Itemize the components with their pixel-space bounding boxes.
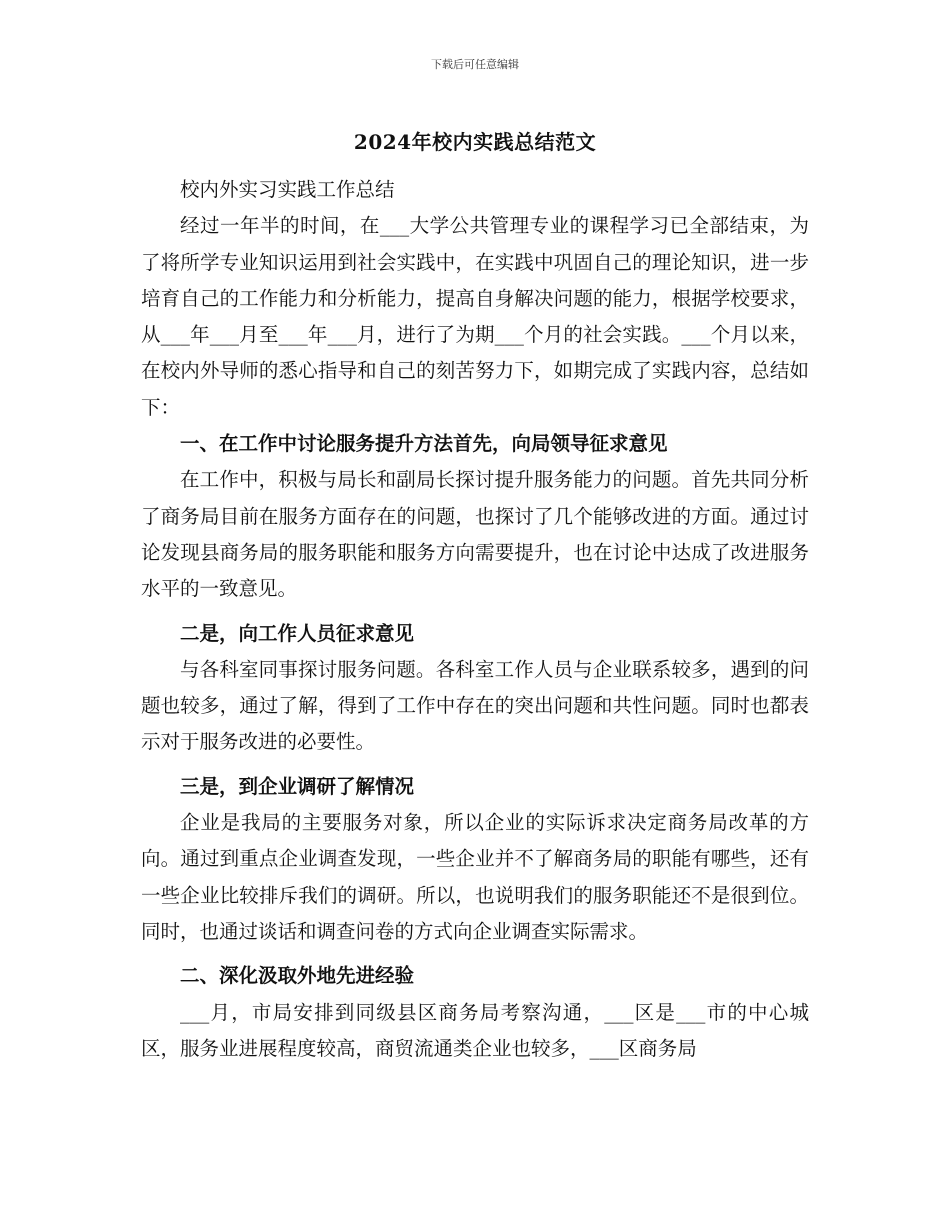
document-title: 2024年校内实践总结范文 xyxy=(353,130,597,154)
section-heading-staff: 二是，向工作人员征求意见 xyxy=(180,621,415,645)
paragraph-experience: ___月，市局安排到同级县区商务局考察沟通，___区是___市的中心城区，服务业进展程度较高，商贸流通类企业也较多，___区商务局 xyxy=(141,1000,809,1060)
paragraph-enterprise: 企业是我局的主要服务对象，所以企业的实际诉求决定商务局改革的方向。通过到重点企业调查发现，一些企业并不了解商务局的职能有哪些，还有一些企业比较排斥我们的调研。所以，也说明我们的服务职能还不是很到位。同时，也通过谈话和调查问卷的方式向企业调查实际需求。 xyxy=(141,811,809,943)
document-body xyxy=(141,172,809,1067)
section-heading-1: 一、在工作中讨论服务提升方法首先，向局领导征求意见 xyxy=(180,432,668,456)
paragraph-intro: 经过一年半的时间，在___大学公共管理专业的课程学习已全部结束，为了将所学专业知识运用到社会实践中，在实践中巩固自己的理论知识，进一步培育自己的工作能力和分析能力，提高自身解决问题的能力，根据学校要求，从___年___月至___年___月，进行了为期___个月的社会实践。___个月以来，在校内外导师的悉心指导和自己的刻苦努力下，如期完成了实践内容，总结如下： xyxy=(141,214,809,419)
page-header: 下载后可任意编辑 xyxy=(431,58,519,71)
paragraph-discussion: 在工作中，积极与局长和副局长探讨提升服务能力的问题。首先共同分析了商务局目前在服务方面存在的问题，也探讨了几个能够改进的方面。通过讨论发现县商务局的服务职能和服务方向需要提升，也在讨论中达成了改进服务水平的一致意见。 xyxy=(141,468,809,601)
section-heading-enterprise: 三是，到企业调研了解情况 xyxy=(180,774,415,798)
paragraph-staff: 与各科室同事探讨服务问题。各科室工作人员与企业联系较多，遇到的问题也较多，通过了解，得到了工作中存在的突出问题和共性问题。同时也都表示对于服务改进的必要性。 xyxy=(141,657,809,754)
paragraph-subtitle: 校内外实习实践工作总结 xyxy=(180,178,395,201)
section-heading-2: 二、深化汲取外地先进经验 xyxy=(180,964,415,988)
